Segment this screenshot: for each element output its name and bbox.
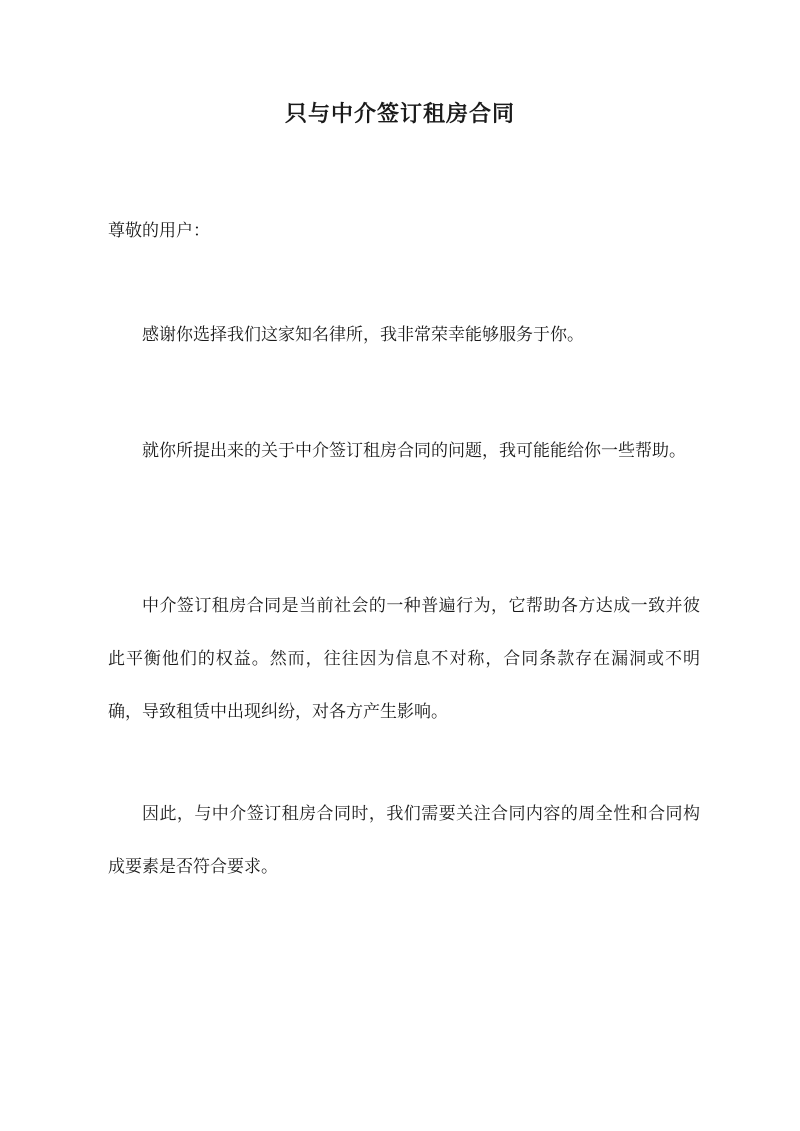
paragraph-offer-help: 就你所提出来的关于中介签订租房合同的问题，我可能能给你一些帮助。 — [142, 441, 686, 461]
salutation: 尊敬的用户： — [108, 221, 210, 241]
paragraph-thanks: 感谢你选择我们这家知名律所，我非常荣幸能够服务于你。 — [142, 325, 584, 345]
paragraph-advice: 因此，与中介签订租房合同时，我们需要关注合同内容的周全性和合同构成要素是否符合要求。 — [108, 804, 700, 877]
document-title: 只与中介签订租房合同 — [284, 101, 515, 127]
paragraph-background: 中介签订租房合同是当前社会的一种普遍行为，它帮助各方达成一致并彼此平衡他们的权益。然而，往往因为信息不对称，合同条款存在漏洞或不明确，导致租赁中出现纠纷，对各方产生影响。 — [108, 596, 700, 722]
